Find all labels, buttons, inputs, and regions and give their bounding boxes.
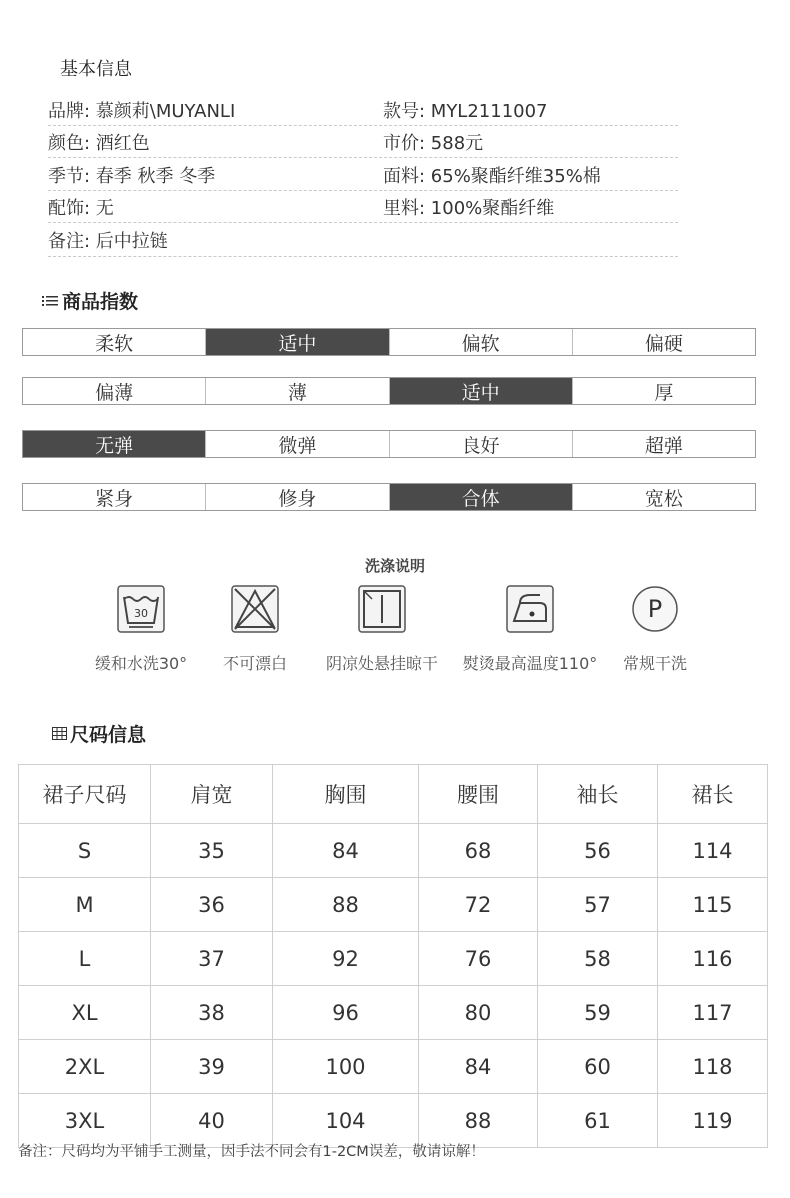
product-index-title: 商品指数 — [62, 291, 139, 313]
table-cell: 92 — [273, 932, 419, 986]
index-option: 宽松 — [572, 484, 755, 510]
info-accessory: 配饰: 无 — [48, 198, 114, 219]
index-option: 紧身 — [95, 487, 134, 510]
index-option-selected: 适中 — [205, 329, 388, 355]
table-cell: 39 — [151, 1040, 273, 1094]
table-cell: 115 — [658, 878, 768, 932]
table-cell: 60 — [538, 1040, 658, 1094]
header-bust: 胸围 — [273, 765, 419, 824]
table-cell: 119 — [658, 1094, 768, 1148]
header-shoulder: 肩宽 — [151, 765, 273, 824]
info-row — [0, 95, 790, 127]
info-row — [0, 160, 790, 192]
header-length: 裙长 — [658, 765, 768, 824]
table-cell: 37 — [151, 932, 273, 986]
table-row — [19, 1040, 768, 1094]
wash-item — [580, 585, 730, 674]
index-option: 薄 — [205, 378, 388, 404]
header-sleeve: 袖长 — [538, 765, 658, 824]
index-option: 偏硬 — [572, 329, 755, 355]
index-option: 偏软 — [389, 329, 572, 355]
no-bleach-icon — [231, 585, 279, 633]
index-bar-softness — [22, 328, 756, 356]
table-cell: 117 — [658, 986, 768, 1040]
dry-clean-icon — [631, 585, 679, 633]
index-option: 偏薄 — [95, 381, 134, 404]
index-option: 修身 — [205, 484, 388, 510]
iron-icon — [506, 585, 554, 633]
index-option: 微弹 — [205, 431, 388, 457]
table-cell: 84 — [419, 1040, 538, 1094]
index-option: 良好 — [389, 431, 572, 457]
index-option-selected: 无弹 — [23, 431, 205, 457]
table-cell: 59 — [538, 986, 658, 1040]
product-index-heading — [42, 287, 138, 314]
wash-30-icon — [117, 585, 165, 633]
wash-label: 阴凉处悬挂晾干 — [325, 654, 438, 673]
info-lining: 里料: 100%聚酯纤维 — [383, 198, 555, 219]
info-fabric: 面料: 65%聚酯纤维35%棉 — [383, 166, 601, 187]
washing-title: 洗涤说明 — [364, 557, 425, 575]
header-waist: 腰围 — [419, 765, 538, 824]
info-row — [0, 127, 790, 159]
table-cell: 84 — [273, 824, 419, 878]
wash-label: 不可漂白 — [222, 654, 287, 673]
index-option-selected: 适中 — [389, 378, 572, 404]
table-cell: 35 — [151, 824, 273, 878]
dry-clean-letter: P — [647, 595, 663, 623]
header-size: 裙子尺码 — [19, 765, 151, 824]
table-cell: L — [19, 932, 151, 986]
info-brand: 品牌: 慕颜莉\MUYANLI — [48, 101, 236, 122]
size-table — [18, 764, 768, 1148]
info-row — [0, 192, 790, 224]
table-cell: 76 — [419, 932, 538, 986]
table-row — [19, 878, 768, 932]
table-cell: 40 — [151, 1094, 273, 1148]
index-option: 超弹 — [572, 431, 755, 457]
table-cell: XL — [19, 986, 151, 1040]
table-cell: 96 — [273, 986, 419, 1040]
table-cell: M — [19, 878, 151, 932]
table-cell: 100 — [273, 1040, 419, 1094]
table-cell: 61 — [538, 1094, 658, 1148]
table-cell: 104 — [273, 1094, 419, 1148]
table-cell: 118 — [658, 1040, 768, 1094]
table-row — [19, 986, 768, 1040]
table-cell: 3XL — [19, 1094, 151, 1148]
list-icon — [42, 294, 58, 308]
table-cell: 68 — [419, 824, 538, 878]
index-option-selected: 合体 — [389, 484, 572, 510]
table-cell: 88 — [273, 878, 419, 932]
grid-icon — [52, 727, 67, 740]
wash-item — [307, 585, 457, 674]
size-note: 备注：尺码均为平铺手工测量，因手法不同会有1-2CM误差，敬请谅解！ — [18, 1144, 485, 1160]
info-season: 季节: 春季 秋季 冬季 — [48, 166, 216, 187]
table-cell: 114 — [658, 824, 768, 878]
info-remark: 备注: 后中拉链 — [48, 231, 168, 252]
table-row — [19, 824, 768, 878]
index-bar-thickness — [22, 377, 756, 405]
wash-label: 缓和水洗30° — [94, 654, 188, 673]
table-cell: 58 — [538, 932, 658, 986]
table-header-row — [19, 765, 768, 824]
info-row — [0, 225, 790, 257]
wash-label: 熨烫最高温度110° — [462, 654, 598, 673]
size-info-heading — [52, 720, 146, 747]
size-info-title: 尺码信息 — [70, 724, 147, 746]
table-cell: 57 — [538, 878, 658, 932]
index-bar-fit — [22, 483, 756, 511]
table-cell: 36 — [151, 878, 273, 932]
wash-label: 常规干洗 — [622, 654, 687, 673]
basic-info-title: 基本信息 — [60, 59, 132, 80]
table-cell: 80 — [419, 986, 538, 1040]
table-cell: 38 — [151, 986, 273, 1040]
table-row — [19, 932, 768, 986]
index-option: 厚 — [572, 378, 755, 404]
line-dry-shade-icon — [358, 585, 406, 633]
table-cell: 88 — [419, 1094, 538, 1148]
info-style-no: 款号: MYL2111007 — [383, 101, 548, 122]
table-cell: 72 — [419, 878, 538, 932]
index-option: 柔软 — [95, 332, 134, 355]
table-cell: 2XL — [19, 1040, 151, 1094]
info-color: 颜色: 酒红色 — [48, 133, 150, 154]
table-cell: S — [19, 824, 151, 878]
index-bar-elasticity — [22, 430, 756, 458]
table-cell: 56 — [538, 824, 658, 878]
wash-temp-label: 30 — [134, 607, 148, 620]
table-cell: 116 — [658, 932, 768, 986]
info-price: 市价: 588元 — [383, 133, 484, 154]
